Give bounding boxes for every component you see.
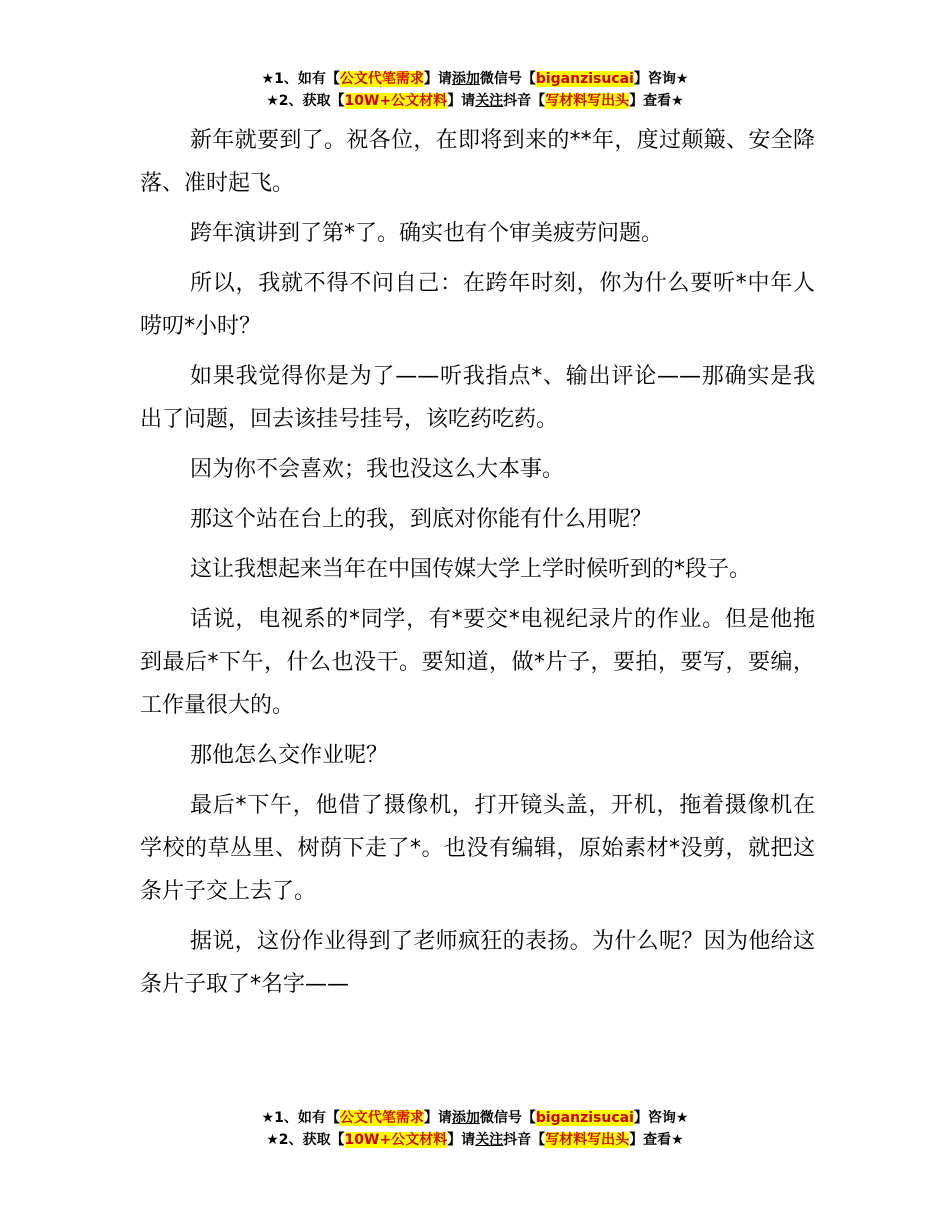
paragraph: 这让我想起来当年在中国传媒大学上学时候听到的*段子。 [190,557,752,582]
paragraph: 那这个站在台上的我，到底对你能有什么用呢？ [190,507,653,532]
paragraph: 新年就要到了。祝各位，在即将到来的**年，度过颠簸、安全降落、准时起飞。 [140,128,815,196]
paragraph: 那他怎么交作业呢？ [190,743,389,768]
paragraph: 所以，我就不得不问自己：在跨年时刻，你为什么要听*中年人唠叨*小时？ [140,271,815,339]
highlight-service: 公文代笔需求 [339,71,424,87]
banner-line-1: ★1、如有【公文代笔需求】请添加微信号【biganzisucai】咨询★ [261,71,689,87]
highlight-douyin-account: 写材料写出头 [545,1132,630,1148]
highlight-wechat-id: biganzisucai [535,1110,634,1126]
banner-line-1: ★1、如有【公文代笔需求】请添加微信号【biganzisucai】咨询★ [261,1110,689,1126]
highlight-materials: 10W+公文材料 [344,93,448,109]
document-body [140,119,815,1013]
highlight-service: 公文代笔需求 [339,1110,424,1126]
banner-line-2: ★2、获取【10W+公文材料】请关注抖音【写材料写出头】查看★ [266,93,684,109]
header-banner [0,68,950,112]
banner-line-2: ★2、获取【10W+公文材料】请关注抖音【写材料写出头】查看★ [266,1132,684,1148]
paragraph: 跨年演讲到了第*了。确实也有个审美疲劳问题。 [190,221,664,246]
paragraph: 最后*下午，他借了摄像机，打开镜头盖，开机，拖着摄像机在学校的草丛里、树荫下走了*。也没有编辑，原始素材*没剪，就把这条片子交上去了。 [140,793,815,904]
paragraph: 如果我觉得你是为了——听我指点*、输出评论——那确实是我出了问题，回去该挂号挂号，该吃药吃药。 [140,364,815,432]
highlight-douyin-account: 写材料写出头 [545,93,630,109]
highlight-wechat-id: biganzisucai [535,71,634,87]
highlight-materials: 10W+公文材料 [344,1132,448,1148]
paragraph: 据说，这份作业得到了老师疯狂的表扬。为什么呢？因为他给这条片子取了*名字—— [140,929,815,997]
footer-banner [0,1107,950,1151]
paragraph: 话说，电视系的*同学，有*要交*电视纪录片的作业。但是他拖到最后*下午，什么也没干。要知道，做*片子，要拍，要写，要编，工作量很大的。 [140,607,815,718]
paragraph: 因为你不会喜欢；我也没这么大本事。 [190,457,565,482]
